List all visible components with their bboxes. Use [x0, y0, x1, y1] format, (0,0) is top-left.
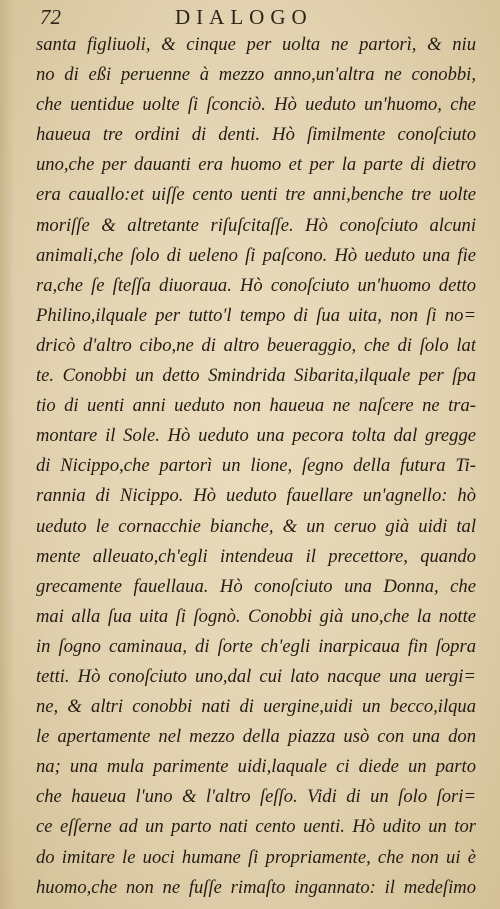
text-line: in ſogno caminaua, di ſorte ch'egli inarpicaua fin ſopra — [36, 635, 476, 657]
text-line: haueua tre ordini di denti. Hò ſimilmente conoſciuto — [36, 124, 476, 146]
text-line: montare il Sole. Hò ueduto una pecora tolta dal gregge — [36, 425, 476, 447]
text-line: che uentidue uolte ſi ſconciò. Hò ueduto un'huomo, che — [36, 94, 476, 116]
text-line: ce eſſerne ad un parto nati cento uenti. Hò udito un tor — [36, 816, 476, 838]
text-line: no di eßi peruenne à mezzo anno,un'altra ne conobbi, — [36, 64, 476, 86]
text-line: uno,che per dauanti era huomo et per la parte di dietro — [36, 154, 476, 176]
text-line: huomo,che non ne fuſſe rimaſto ingannato: il medeſimo — [36, 876, 476, 898]
text-line: le apertamente nel mezzo della piazza usò con una don — [36, 726, 476, 748]
page-number: 72 — [40, 5, 61, 29]
text-line: che haueua l'uno & l'altro ſeſſo. Vidi di un ſolo ſori= — [36, 786, 476, 808]
body-text — [36, 30, 476, 903]
text-line: era cauallo:et uiſſe cento uenti tre anni,benche tre uolte — [36, 184, 476, 206]
text-line: tetti. Hò conoſciuto uno,dal cui lato nacque una uergi= — [36, 665, 476, 687]
text-line: moriſſe & altretante riſuſcitaſſe. Hò conoſciuto alcuni — [36, 214, 476, 236]
text-line: rannia di Nicippo. Hò ueduto fauellare un'agnello: hò — [36, 485, 476, 507]
text-line: ra,che ſe ſteſſa diuoraua. Hò conoſciuto un'huomo detto — [36, 274, 476, 296]
text-line: grecamente fauellaua. Hò conoſciuto una Donna, che — [36, 575, 476, 597]
text-line: Philino,ilquale per tutto'l tempo di ſua uita, non ſi no= — [36, 304, 476, 326]
text-line: tio di uenti anni ueduto non haueua ne naſcere ne tra- — [36, 395, 476, 417]
running-head: DIALOGO — [175, 5, 313, 29]
text-line: mente alleuato,ch'egli intendeua il precettore, quando — [36, 545, 476, 567]
text-line: mai alla ſua uita ſi ſognò. Conobbi già uno,che la notte — [36, 605, 476, 627]
page-header — [0, 4, 500, 30]
text-line: di Nicippo,che partorì un lione, ſegno della futura Ti- — [36, 455, 476, 477]
text-line: dricò d'altro cibo,ne di altro beueraggio, che di ſolo lat — [36, 334, 476, 356]
text-line: do imitare le uoci humane ſi propriamente, che non ui è — [36, 846, 476, 868]
text-line: animali,che ſolo di ueleno ſi paſcono. Hò ueduto una fie — [36, 244, 476, 266]
text-line: na; una mula parimente uidi,laquale ci diede un parto — [36, 756, 476, 778]
page-edge-shadow — [0, 0, 14, 909]
text-line: te. Conobbi un detto Smindrida Sibarita,ilquale per ſpa — [36, 365, 476, 387]
text-line: santa figliuoli, & cinque per uolta ne partorì, & niu — [36, 34, 476, 55]
text-line: ne, & altri conobbi nati di uergine,uidi un becco,ilqua — [36, 696, 476, 718]
text-line: ueduto le cornacchie bianche, & un ceruo già uidi tal — [36, 515, 476, 537]
